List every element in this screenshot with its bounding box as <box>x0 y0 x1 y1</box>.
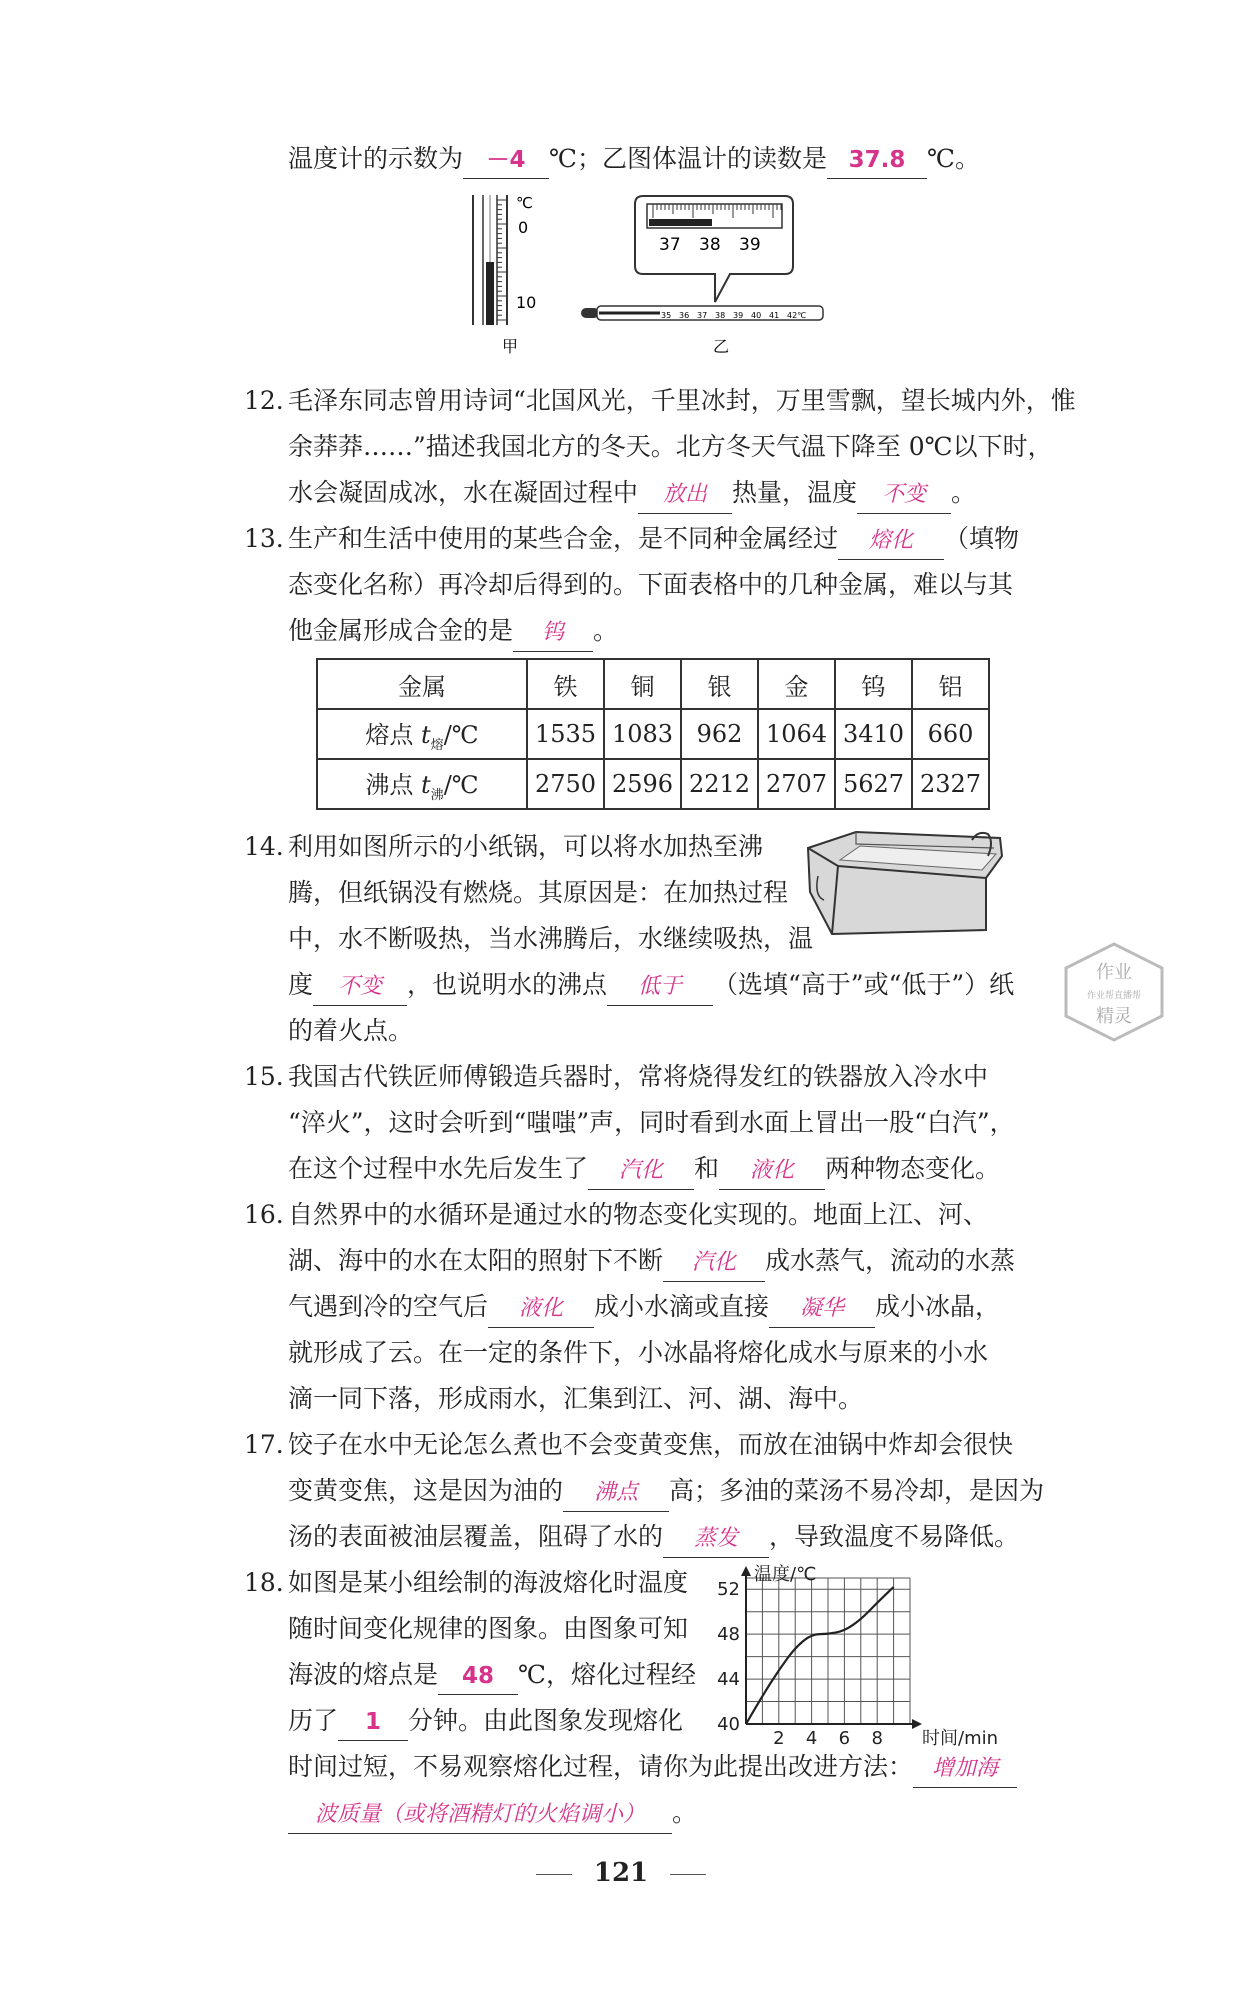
table-cell: 2212 <box>681 759 758 809</box>
thermometer-yi-figure <box>575 190 835 358</box>
q18-blank-3a[interactable]: 增加海 <box>913 1749 1017 1788</box>
table-header-cell: 铝 <box>912 659 989 709</box>
q17-number: 17. <box>244 1430 284 1459</box>
q17-line-1: 饺子在水中无论怎么煮也不会变黄变焦，而放在油锅中炸却会很快 <box>288 1430 1014 1459</box>
q12-line-3: 水会凝固成冰，水在凝固过程中 放出 热量，温度 不变 。 <box>288 470 976 516</box>
q15-blank-1[interactable]: 汽化 <box>588 1151 694 1190</box>
y-tick-label: 48 <box>717 1624 740 1646</box>
table-header-cell: 铁 <box>527 659 604 709</box>
q18-blank-1[interactable]: 48 <box>438 1657 518 1695</box>
yi-scale-37: 37 <box>697 311 708 320</box>
q16-line-2: 湖、海中的水在太阳的照射下不断 汽化 成水蒸气，流动的水蒸 <box>288 1238 1015 1284</box>
chart-series-line <box>746 1587 894 1724</box>
q15-line-2: “淬火”，这时会听到“嗤嗤”声，同时看到水面上冒出一股“白汽”， <box>288 1108 1015 1137</box>
q13-line-1: 生产和生活中使用的某些合金，是不同种金属经过 熔化 （填物 <box>288 516 1019 562</box>
q17-blank-1[interactable]: 沸点 <box>563 1473 669 1512</box>
page-number-dash-left <box>536 1874 572 1875</box>
jia-caption: 甲 <box>502 337 519 356</box>
q11-blank-1[interactable]: －4 <box>463 141 549 179</box>
yi-scale-36: 36 <box>679 311 690 320</box>
q18-blank-2[interactable]: 1 <box>338 1703 408 1741</box>
q17-line-3: 汤的表面被油层覆盖，阻碍了水的 蒸发 ，导致温度不易降低。 <box>288 1514 1019 1560</box>
q16-blank-2[interactable]: 液化 <box>488 1289 594 1328</box>
yi-zoom-label-38: 38 <box>699 235 721 255</box>
table-header-cell: 金属 <box>317 659 527 709</box>
metals-table <box>316 658 990 810</box>
q15-number: 15. <box>244 1062 284 1091</box>
q16-blank-1[interactable]: 汽化 <box>663 1243 765 1282</box>
q16-line-1: 自然界中的水循环是通过水的物态变化实现的。地面上江、河、 <box>288 1200 989 1229</box>
homework-stamp <box>1058 940 1170 1044</box>
chart-grid <box>746 1578 910 1724</box>
jia-tick-10-label: 10 <box>516 293 537 312</box>
paper-pot-illustration <box>800 826 1010 946</box>
y-tick-label: 52 <box>717 1579 740 1601</box>
q14-line-5: 的着火点。 <box>288 1016 414 1045</box>
yi-scale-41: 41 <box>769 311 780 320</box>
table-cell: 2750 <box>527 759 604 809</box>
q13-blank-2[interactable]: 钨 <box>513 613 593 652</box>
stamp-text-bottom: 精灵 <box>1096 1006 1132 1027</box>
q12-blank-1[interactable]: 放出 <box>638 475 732 514</box>
row-label-boiling: 沸点 $t_沸/℃$ <box>317 759 527 809</box>
x-tick-label: 2 <box>773 1728 785 1749</box>
y-axis-arrow <box>741 1566 751 1576</box>
q15-line-1: 我国古代铁匠师傅锻造兵器时，常将烧得发红的铁器放入冷水中 <box>288 1062 989 1091</box>
page-number <box>0 1858 1242 1888</box>
y-tick-label: 40 <box>717 1714 740 1735</box>
table-cell: 5627 <box>835 759 912 809</box>
yi-scale-38: 38 <box>715 311 726 320</box>
table-header-row <box>317 659 989 709</box>
stamp-text-top: 作业 <box>1096 962 1132 983</box>
thermometer-jia-figure <box>470 190 560 358</box>
q18-line-1: 如图是某小组绘制的海波熔化时温度 <box>288 1568 689 1597</box>
q18-line-6: 波质量（或将酒精灯的火焰调小） 。 <box>288 1790 697 1836</box>
q14-line-1: 利用如图所示的小纸锅，可以将水加热至沸 <box>288 832 764 861</box>
q11-blank-2[interactable]: 37.8 <box>827 141 927 179</box>
q15-blank-2[interactable]: 液化 <box>719 1151 825 1190</box>
q14-line-2: 腾，但纸锅没有燃烧。其原因是：在加热过程 <box>288 878 789 907</box>
stamp-text-mid: 作业帮直播帮 <box>1086 991 1142 1001</box>
table-cell: 2596 <box>604 759 681 809</box>
q18-line-4: 历了 1 分钟。由此图象发现熔化 <box>288 1698 683 1744</box>
yi-scale-35: 35 <box>661 311 672 320</box>
q13-line-3: 他金属形成合金的是 钨 。 <box>288 608 618 654</box>
jia-tick-0-label: 0 <box>518 218 529 237</box>
q12-blank-2[interactable]: 不变 <box>857 475 951 514</box>
x-tick-label: 8 <box>871 1728 883 1749</box>
table-cell: 1083 <box>604 709 681 759</box>
q16-number: 16. <box>244 1200 284 1229</box>
yi-scale-40: 40 <box>751 311 762 320</box>
chart-xlabel: 时间/min <box>922 1728 999 1749</box>
q14-line-3: 中，水不断吸热，当水沸腾后，水继续吸热，温 <box>288 924 814 953</box>
q13-number: 13. <box>244 524 284 553</box>
jia-unit-label: ℃ <box>516 194 533 212</box>
q12-line-2: 余莽莽……”描述我国北方的冬天。北方冬天气温下降至 0℃以下时， <box>288 432 1053 461</box>
q18-line-2: 随时间变化规律的图象。由图象可知 <box>288 1614 689 1643</box>
y-tick-label: 44 <box>717 1669 740 1691</box>
q18-number: 18. <box>244 1568 284 1597</box>
q14-number: 14. <box>244 832 284 861</box>
melting-curve-chart <box>706 1562 1012 1750</box>
q18-blank-3b[interactable]: 波质量（或将酒精灯的火焰调小） <box>288 1795 672 1834</box>
chart-ylabel: 温度/℃ <box>754 1564 817 1585</box>
row-label-melting: 熔点 $t_熔/℃$ <box>317 709 527 759</box>
page-number-dash-right <box>670 1874 706 1875</box>
x-tick-label: 6 <box>838 1728 851 1749</box>
table-cell: 2707 <box>758 759 835 809</box>
table-row <box>317 759 989 809</box>
q14-blank-1[interactable]: 不变 <box>313 967 407 1006</box>
q17-line-2: 变黄变焦，这是因为油的 沸点 高；多油的菜汤不易冷却，是因为 <box>288 1468 1044 1514</box>
q14-line-4: 度 不变 ，也说明水的沸点 低于 （选填“高于”或“低于”）纸 <box>288 962 1014 1008</box>
q16-blank-3[interactable]: 凝华 <box>769 1289 875 1328</box>
q12-line-1: 毛泽东同志曾用诗词“北国风光，千里冰封，万里雪飘，望长城内外，惟 <box>288 386 1076 415</box>
q16-line-4: 就形成了云。在一定的条件下，小冰晶将熔化成水与原来的小水 <box>288 1338 989 1367</box>
x-tick-label: 4 <box>805 1728 818 1749</box>
q15-line-3: 在这个过程中水先后发生了 汽化 和 液化 两种物态变化。 <box>288 1146 1000 1192</box>
q18-line-5: 时间过短，不易观察熔化过程，请你为此提出改进方法： 增加海 <box>288 1744 1017 1790</box>
q13-line-2: 态变化名称）再冷却后得到的。下面表格中的几种金属，难以与其 <box>288 570 1014 599</box>
table-header-cell: 铜 <box>604 659 681 709</box>
q16-line-5: 滴一同下落，形成雨水，汇集到江、河、湖、海中。 <box>288 1384 864 1413</box>
table-header-cell: 金 <box>758 659 835 709</box>
yi-zoom-label-39: 39 <box>739 235 761 255</box>
table-cell: 962 <box>681 709 758 759</box>
q16-line-3: 气遇到冷的空气后 液化 成小水滴或直接 凝华 成小冰晶， <box>288 1284 1000 1330</box>
q18-line-3: 海波的熔点是 48 ℃，熔化过程经 <box>288 1652 696 1698</box>
table-cell: 1064 <box>758 709 835 759</box>
table-cell: 660 <box>912 709 989 759</box>
table-cell: 2327 <box>912 759 989 809</box>
table-row <box>317 709 989 759</box>
table-cell: 3410 <box>835 709 912 759</box>
table-cell: 1535 <box>527 709 604 759</box>
table-header-cell: 银 <box>681 659 758 709</box>
yi-zoom-label-37: 37 <box>659 235 681 255</box>
q17-blank-2[interactable]: 蒸发 <box>663 1519 769 1558</box>
yi-caption: 乙 <box>713 337 730 356</box>
q14-blank-2[interactable]: 低于 <box>607 967 713 1006</box>
x-axis-arrow <box>912 1719 922 1729</box>
q11-line: 温度计的示数为 －4 ℃；乙图体温计的读数是 37.8 ℃。 <box>288 136 980 182</box>
table-header-cell: 钨 <box>835 659 912 709</box>
yi-scale-42: 42℃ <box>787 311 807 320</box>
page-number-text: 121 <box>593 1858 649 1888</box>
yi-scale-39: 39 <box>733 311 744 320</box>
q13-blank-1[interactable]: 熔化 <box>838 521 944 560</box>
q12-number: 12. <box>244 386 284 415</box>
